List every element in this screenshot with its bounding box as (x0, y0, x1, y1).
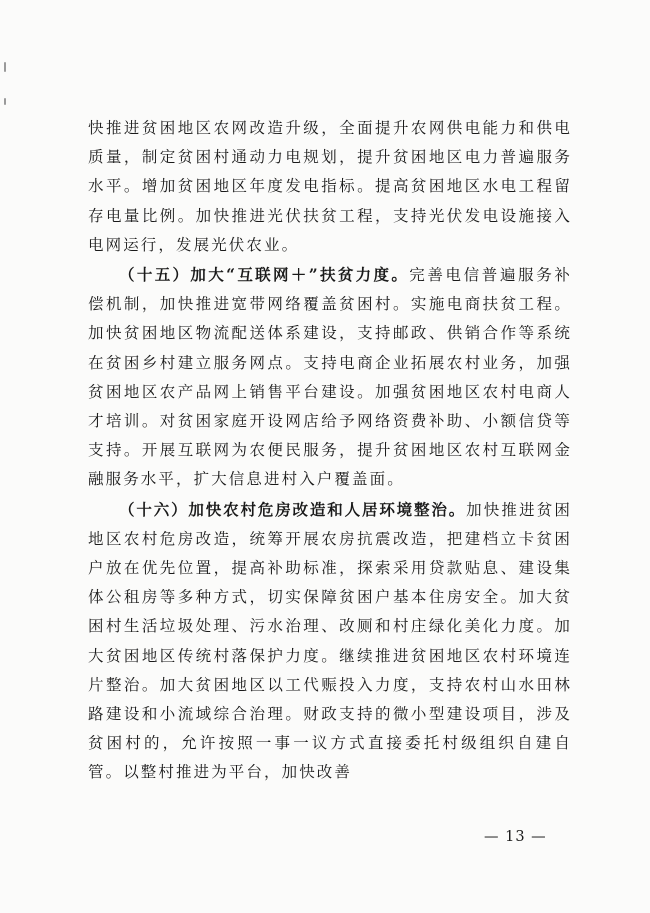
paragraph-section-16 (88, 495, 572, 788)
section-heading: （十五）加大“互联网＋”扶贫力度。 (119, 265, 410, 285)
paragraph-continuation (88, 114, 572, 260)
section-heading: （十六）加快农村危房改造和人居环境整治。 (119, 499, 467, 519)
scan-artifact-mark (4, 98, 6, 105)
paragraph-text: 加快推进贫困地区农村危房改造，统筹开展农房抗震改造，把建档立卡贫困户放在优先位置，提高补助标准，探索采用贷款贴息、建设集体公租房等多种方式，切实保障贫困户基本住房安全。加大贫困村生活垃圾处理、污水治理、改厕和村庄绿化美化力度。加大贫困地区传统村落保护力度。继续推进贫困地区农村环境连片整治。加大贫困地区以工代赈投入力度，支持农村山水田林路建设和小流域综合治理。财政支持的微小型建设项目，涉及贫困村的，允许按照一事一议方式直接委托村级组织自建自管。以整村推进为平台，加快改善 (88, 500, 572, 782)
paragraph-section-15 (88, 260, 572, 495)
page-number: — 13 — (484, 829, 547, 845)
paragraph-text: 快推进贫困地区农网改造升级，全面提升农网供电能力和供电质量，制定贫困村通动力电规划，提升贫困地区电力普遍服务水平。增加贫困地区年度发电指标。提高贫困地区水电工程留存电量比例。加快推进光伏扶贫工程，支持光伏发电设施接入电网运行，发展光伏农业。 (88, 119, 572, 254)
body-text (88, 114, 572, 788)
paragraph-text: 完善电信普遍服务补偿机制，加快推进宽带网络覆盖贫困村。实施电商扶贫工程。加快贫困地区物流配送体系建设，支持邮政、供销合作等系统在贫困乡村建立服务网点。支持电商企业拓展农村业务，加强贫困地区农产品网上销售平台建设。加强贫困地区农村电商人才培训。对贫困家庭开设网店给予网络资费补助、小额信贷等支持。开展互联网为农便民服务，提升贫困地区农村互联网金融服务水平，扩大信息进村入户覆盖面。 (88, 266, 572, 489)
scan-artifact-mark (4, 62, 6, 72)
